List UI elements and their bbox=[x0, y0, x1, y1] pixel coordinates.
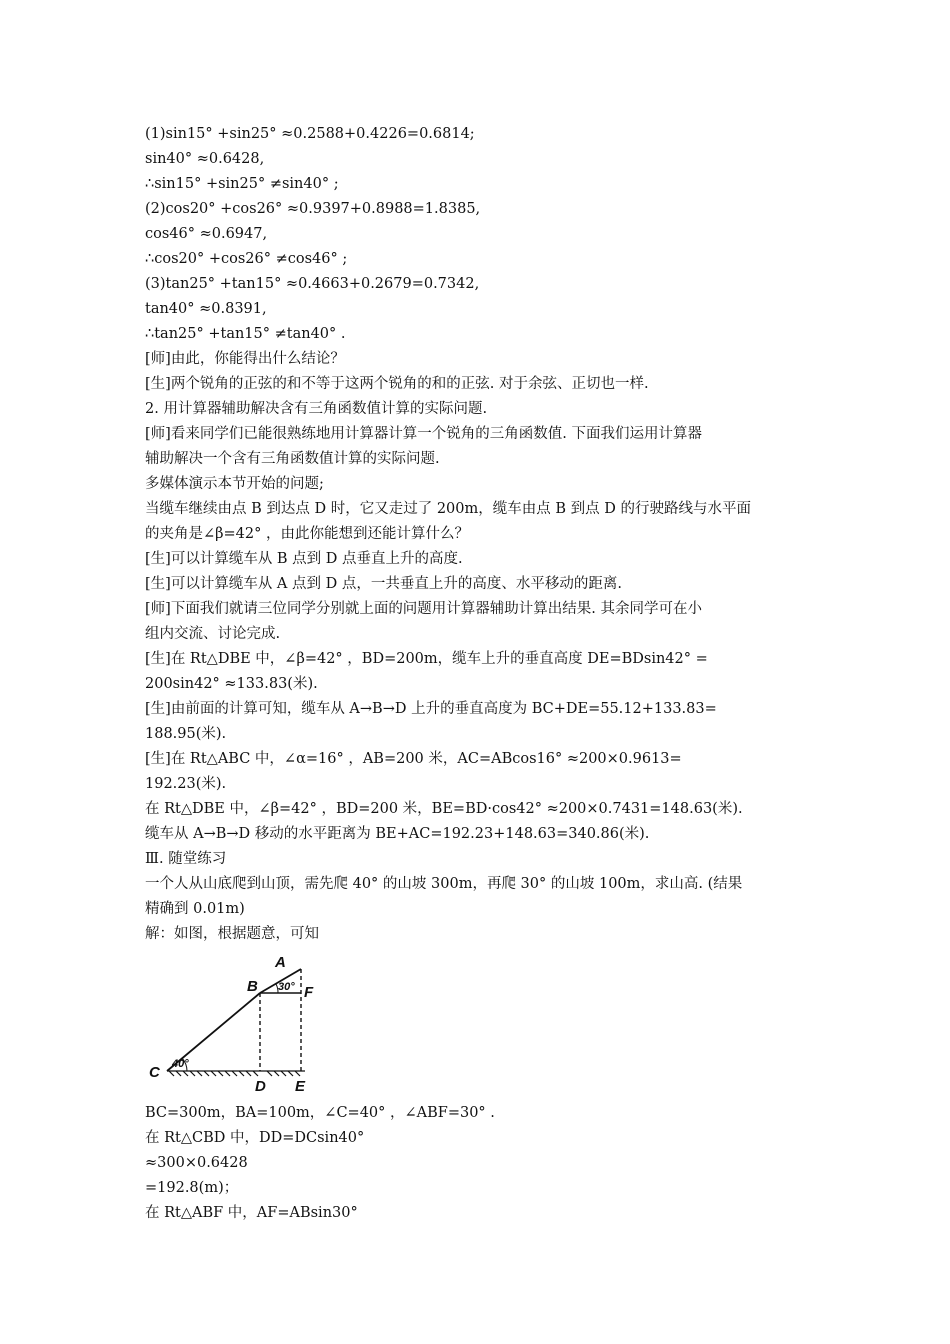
text-line: 组内交流、讨论完成. bbox=[145, 626, 281, 642]
text-line: 的夹角是∠β=42° ，由此你能想到还能计算什么？ bbox=[145, 526, 469, 542]
label-angle-b: 30° bbox=[278, 981, 295, 993]
text-line: 2. 用计算器辅助解决含有三角函数值计算的实际问题. bbox=[145, 401, 488, 417]
text-line: 辅助解决一个含有三角函数值计算的实际问题. bbox=[145, 451, 440, 467]
text-line: ∴tan25° +tan15° ≠tan40° . bbox=[145, 326, 346, 342]
text-line: [生]由前面的计算可知，缆车从 A→B→D 上升的垂直高度为 BC+DE=55.12+133.83= bbox=[145, 701, 717, 717]
text-line: 多媒体演示本节开始的问题; bbox=[145, 476, 324, 492]
text-line: (2)cos20° +cos26° ≈0.9397+0.8988=1.8385, bbox=[145, 201, 481, 217]
text-block-top bbox=[145, 122, 815, 947]
label-f: F bbox=[304, 984, 314, 1001]
text-line: =192.8(m)； bbox=[145, 1180, 239, 1196]
label-d: D bbox=[255, 1078, 266, 1093]
text-line: [生]可以计算缆车从 B 点到 D 点垂直上升的高度. bbox=[145, 551, 463, 567]
text-line: [生]两个锐角的正弦的和不等于这两个锐角的和的正弦. 对于余弦、正切也一样. bbox=[145, 376, 649, 392]
text-line: ≈300×0.6428 bbox=[145, 1155, 248, 1171]
text-line: cos46° ≈0.6947, bbox=[145, 226, 268, 242]
text-line: sin40° ≈0.6428, bbox=[145, 151, 265, 167]
label-c: C bbox=[149, 1064, 160, 1081]
text-line: [生]在 Rt△DBE 中，∠β=42° ，BD=200m，缆车上升的垂直高度 DE=BDsin42° = bbox=[145, 651, 708, 667]
slope-diagram bbox=[145, 953, 345, 1093]
text-line: BC=300m，BA=100m，∠C=40° ，∠ABF=30° . bbox=[145, 1105, 495, 1121]
text-line: 在 Rt△ABF 中，AF=ABsin30° bbox=[145, 1205, 358, 1221]
label-a: A bbox=[275, 954, 286, 971]
document-page bbox=[145, 122, 815, 1226]
label-b: B bbox=[247, 978, 258, 995]
text-line: [生]可以计算缆车从 A 点到 D 点，一共垂直上升的高度、水平移动的距离. bbox=[145, 576, 622, 592]
text-line: ∴cos20° +cos26° ≠cos46° ; bbox=[145, 251, 348, 267]
text-line: 200sin42° ≈133.83(米). bbox=[145, 676, 318, 692]
text-line: Ⅲ. 随堂练习 bbox=[145, 851, 227, 867]
ground-hatching bbox=[167, 1071, 305, 1076]
text-line: 当缆车继续由点 B 到达点 D 时，它又走过了 200m，缆车由点 B 到点 D 的行驶路线与水平面 bbox=[145, 501, 751, 517]
text-line: 缆车从 A→B→D 移动的水平距离为 BE+AC=192.23+148.63=340.86(米). bbox=[145, 826, 650, 842]
text-line: 188.95(米). bbox=[145, 726, 227, 742]
text-line: [师]由此，你能得出什么结论？ bbox=[145, 351, 345, 367]
text-block-bottom bbox=[145, 1101, 815, 1226]
text-line: 在 Rt△DBE 中，∠β=42° ，BD=200 米，BE=BD·cos42° ≈200×0.7431=148.63(米). bbox=[145, 801, 743, 817]
label-angle-c: 40° bbox=[172, 1058, 189, 1070]
text-line: [生]在 Rt△ABC 中，∠α=16° ，AB=200 米，AC=ABcos16° ≈200×0.9613= bbox=[145, 751, 682, 767]
text-line: ∴sin15° +sin25° ≠sin40° ; bbox=[145, 176, 339, 192]
text-line: 一个人从山底爬到山顶，需先爬 40° 的山坡 300m，再爬 30° 的山坡 100m，求山高. (结果 bbox=[145, 876, 743, 892]
text-line: 在 Rt△CBD 中，DD=DCsin40° bbox=[145, 1130, 365, 1146]
label-e: E bbox=[295, 1078, 306, 1093]
text-line: (3)tan25° +tan15° ≈0.4663+0.2679=0.7342, bbox=[145, 276, 480, 292]
text-line: [师]看来同学们已能很熟练地用计算器计算一个锐角的三角函数值. 下面我们运用计算器 bbox=[145, 426, 703, 442]
slope-figure bbox=[145, 953, 815, 1093]
text-line: 解：如图，根据题意，可知 bbox=[145, 926, 319, 942]
text-line: [师]下面我们就请三位同学分别就上面的问题用计算器辅助计算出结果. 其余同学可在小 bbox=[145, 601, 703, 617]
text-line: 192.23(米). bbox=[145, 776, 227, 792]
text-line: (1)sin15° +sin25° ≈0.2588+0.4226=0.6814; bbox=[145, 126, 475, 142]
text-line: tan40° ≈0.8391, bbox=[145, 301, 267, 317]
text-line: 精确到 0.01m) bbox=[145, 901, 245, 917]
